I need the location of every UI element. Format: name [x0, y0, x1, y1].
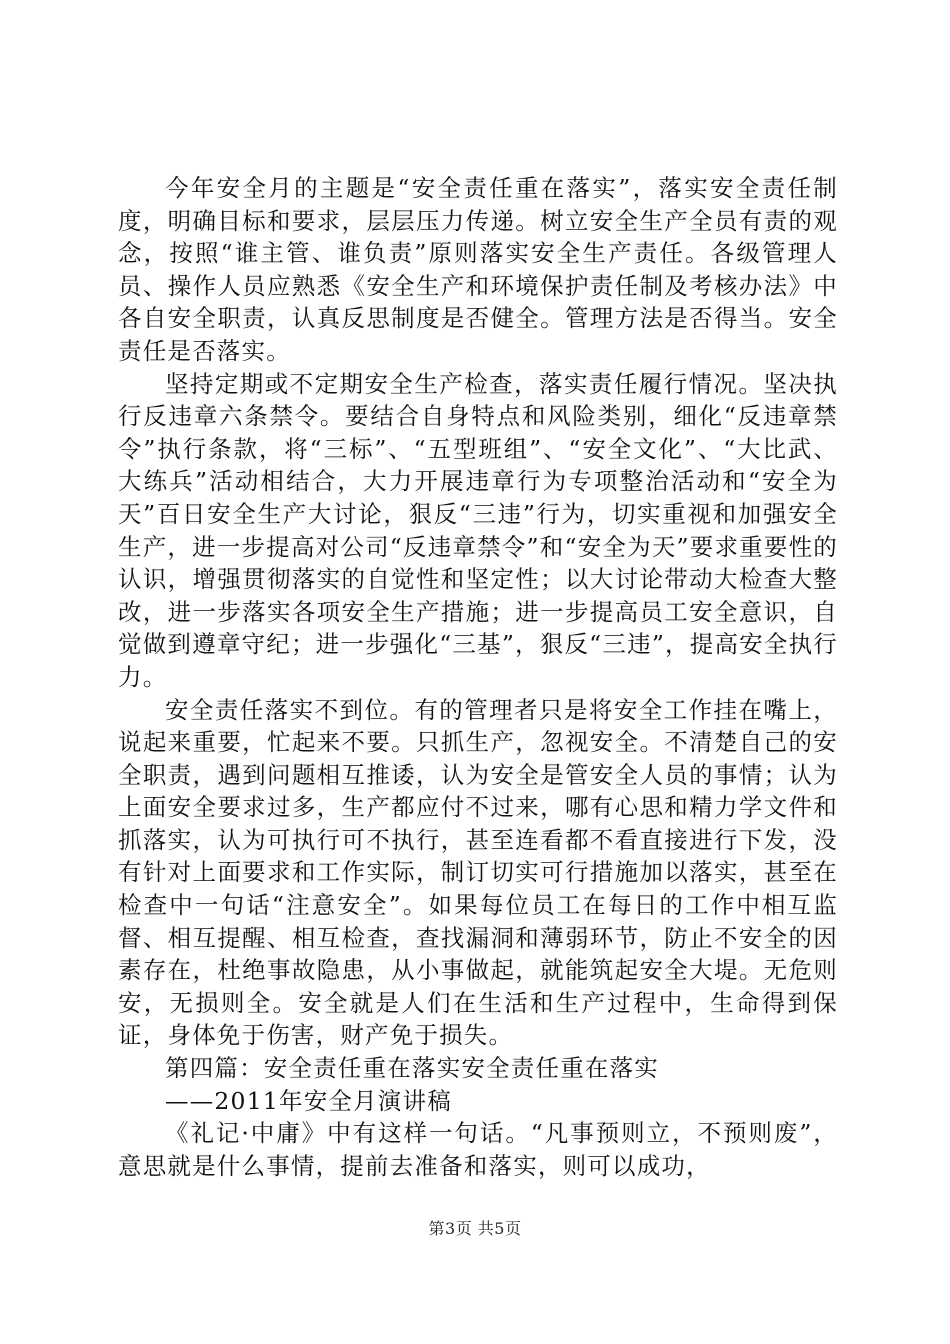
- body-paragraph-4: 《礼记·中庸》中有这样一句话。“凡事预则立，不预则废”，意思就是什么事情，提前去准备和落实，则可以成功，: [118, 1119, 838, 1180]
- section-subheading: ——2011年安全月演讲稿: [165, 1086, 452, 1115]
- document-body: [118, 172, 838, 1182]
- section-heading: 第四篇：安全责任重在落实安全责任重在落实: [165, 1054, 659, 1083]
- body-paragraph-1: 今年安全月的主题是“安全责任重在落实”，落实安全责任制度，明确目标和要求，层层压力传递。树立安全生产全员有责的观念，按照“谁主管、谁负责”原则落实安全生产责任。各级管理人员、操作人员应熟悉《安全生产和环境保护责任制及考核办法》中各自安全职责，认真反思制度是否健全。管理方法是否得当。安全责任是否落实。: [118, 174, 838, 365]
- body-paragraph-3: 安全责任落实不到位。有的管理者只是将安全工作挂在嘴上，说起来重要，忙起来不要。只抓生产，忽视安全。不清楚自己的安全职责，遇到问题相互推诿，认为安全是管安全人员的事情；认为上面安全要求过多，生产都应付不过来，哪有心思和精力学文件和抓落实，认为可执行可不执行，甚至连看都不看直接进行下发，没有针对上面要求和工作实际，制订切实可行措施加以落实，甚至在检查中一句话“注意安全”。如果每位员工在每日的工作中相互监督、相互提醒、相互检查，查找漏洞和薄弱环节，防止不安全的因素存在，杜绝事故隐患，从小事做起，就能筑起安全大堤。无危则安，无损则全。安全就是人们在生活和生产过程中，生命得到保证，身体免于伤害，财产免于损失。: [118, 695, 838, 1050]
- body-paragraph-2: 坚持定期或不定期安全生产检查，落实责任履行情况。坚决执行反违章六条禁令。要结合自身特点和风险类别，细化“反违章禁令”执行条款，将“三标”、“五型班组”、“安全文化”、“大比武、大练兵”活动相结合，大力开展违章行为专项整治活动和“安全为天”百日安全生产大讨论，狠反“三违”行为，切实重视和加强安全生产，进一步提高对公司“反违章禁令”和“安全为天”要求重要性的认识，增强贯彻落实的自觉性和坚定性；以大讨论带动大检查大整改，进一步落实各项安全生产措施；进一步提高员工安全意识，自觉做到遵章守纪；进一步强化“三基”，狠反“三违”，提高安全执行力。: [118, 369, 838, 691]
- page-number-footer: 第3页 共5页: [428, 1219, 522, 1238]
